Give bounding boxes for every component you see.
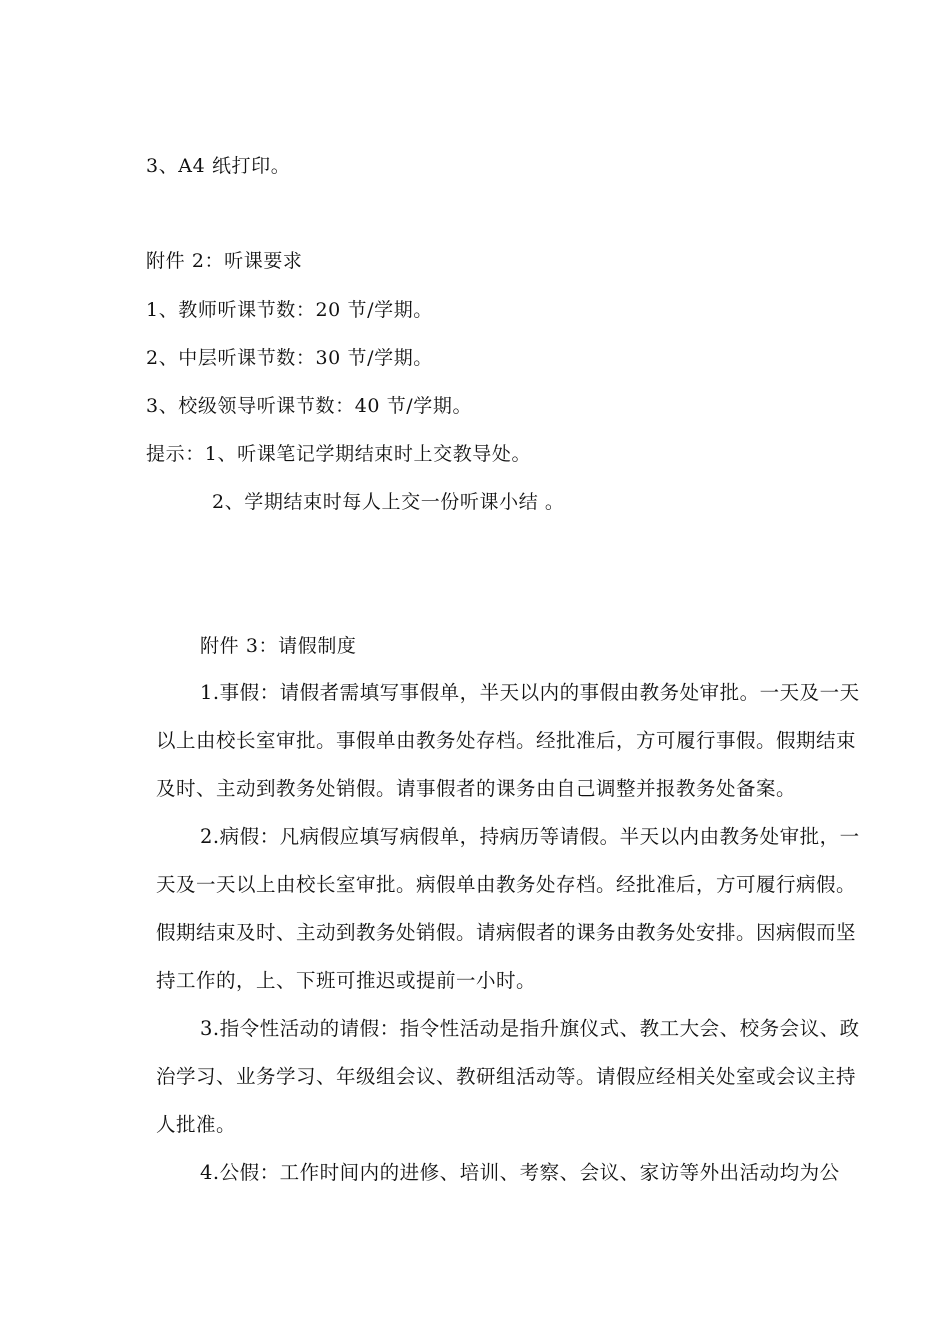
appendix2-tip-line-1: 提示：1、听课笔记学期结束时上交教导处。 — [146, 443, 532, 465]
appendix2-item-2: 2、中层听课节数：30 节/学期。 — [146, 347, 433, 369]
appendix3-p3-line-2: 治学习、业务学习、年级组会议、教研组活动等。请假应经相关处室或会议主持 — [156, 1065, 857, 1088]
appendix3-p4-line-1: 4.公假：工作时间内的进修、培训、考察、会议、家访等外出活动均为公 — [200, 1161, 840, 1184]
appendix2-tip-line-2: 2、学期结束时每人上交一份听课小结 。 — [212, 491, 565, 513]
appendix3-p3-line-3: 人批准。 — [156, 1113, 237, 1136]
appendix3-p3-line-1: 3.指令性活动的请假：指令性活动是指升旗仪式、教工大会、校务会议、政 — [200, 1017, 860, 1040]
appendix3-p2-line-4: 持工作的，上、下班可推迟或提前一小时。 — [156, 969, 537, 992]
appendix3-p2-line-1: 2.病假：凡病假应填写病假单，持病历等请假。半天以内由教务处审批，一 — [200, 825, 860, 848]
appendix3-p1-line-3: 及时、主动到教务处销假。请事假者的课务由自己调整并报教务处备案。 — [156, 777, 797, 800]
appendix2-item-1: 1、教师听课节数：20 节/学期。 — [146, 299, 433, 321]
appendix3-p2-line-3: 假期结束及时、主动到教务处销假。请病假者的课务由教务处安排。因病假而坚 — [156, 921, 857, 944]
appendix2-title: 附件 2：听课要求 — [146, 250, 303, 272]
appendix3-p1-line-1: 1.事假：请假者需填写事假单，半天以内的事假由教务处审批。一天及一天 — [200, 681, 860, 704]
appendix2-item-3: 3、校级领导听课节数：40 节/学期。 — [146, 395, 473, 417]
appendix3-p2-line-2: 天及一天以上由校长室审批。病假单由教务处存档。经批准后，方可履行病假。 — [156, 873, 857, 896]
appendix3-title: 附件 3：请假制度 — [200, 635, 357, 657]
appendix3-p1-line-2: 以上由校长室审批。事假单由教务处存档。经批准后，方可履行事假。假期结束 — [156, 729, 857, 752]
item-a4-print: 3、A4 纸打印。 — [146, 155, 291, 177]
